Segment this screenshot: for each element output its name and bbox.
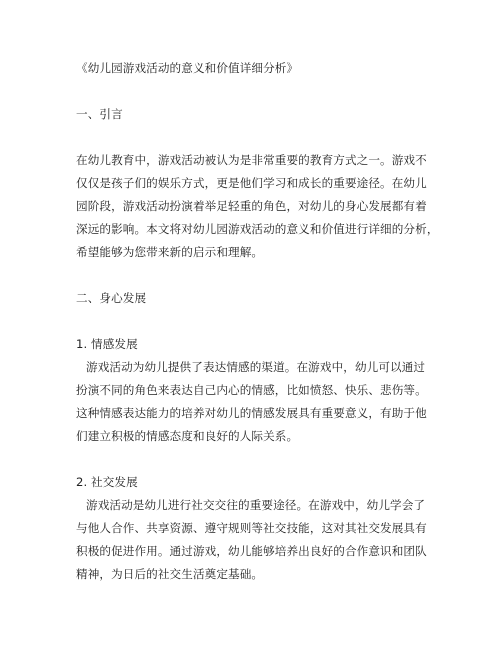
paragraph-line: 希望能够为您带来新的启示和理解。 — [76, 245, 264, 259]
paragraph-line: 在幼儿教育中，游戏活动被认为是非常重要的教育方式之一。游戏不 — [76, 153, 427, 167]
paragraph-line: 扮演不同的角色来表达自己内心的情感，比如愤怒、快乐、悲伤等。 — [76, 383, 427, 397]
subsection-heading-social: 2. 社交发展 — [76, 475, 138, 489]
paragraph-line: 与他人合作、共享资源、遵守规则等社交技能，这对其社交发展具有 — [76, 521, 427, 535]
paragraph-line: 积极的促进作用。通过游戏，幼儿能够培养出良好的合作意识和团队 — [76, 544, 427, 558]
paragraph-line: 园阶段，游戏活动扮演着举足轻重的角色，对幼儿的身心发展都有着 — [76, 199, 427, 213]
paragraph-line: 精神，为日后的社交生活奠定基础。 — [76, 567, 264, 581]
paragraph-line: 这种情感表达能力的培养对幼儿的情感发展具有重要意义，有助于他 — [76, 406, 427, 420]
document-title: 《幼儿园游戏活动的意义和价值详细分析》 — [76, 61, 299, 75]
paragraph-line: 游戏活动为幼儿提供了表达情感的渠道。在游戏中，幼儿可以通过 — [86, 360, 426, 374]
section-heading-introduction: 一、引言 — [76, 107, 123, 121]
paragraph-line: 深远的影响。本文将对幼儿园游戏活动的意义和价值进行详细的分析， — [76, 222, 439, 236]
paragraph-line: 游戏活动是幼儿进行社交交往的重要途径。在游戏中，幼儿学会了 — [86, 498, 426, 512]
subsection-heading-emotional: 1. 情感发展 — [76, 337, 138, 351]
paragraph-line: 仅仅是孩子们的娱乐方式，更是他们学习和成长的重要途径。在幼儿 — [76, 176, 427, 190]
paragraph-line: 们建立积极的情感态度和良好的人际关系。 — [76, 429, 299, 443]
section-heading-development: 二、身心发展 — [76, 291, 147, 305]
